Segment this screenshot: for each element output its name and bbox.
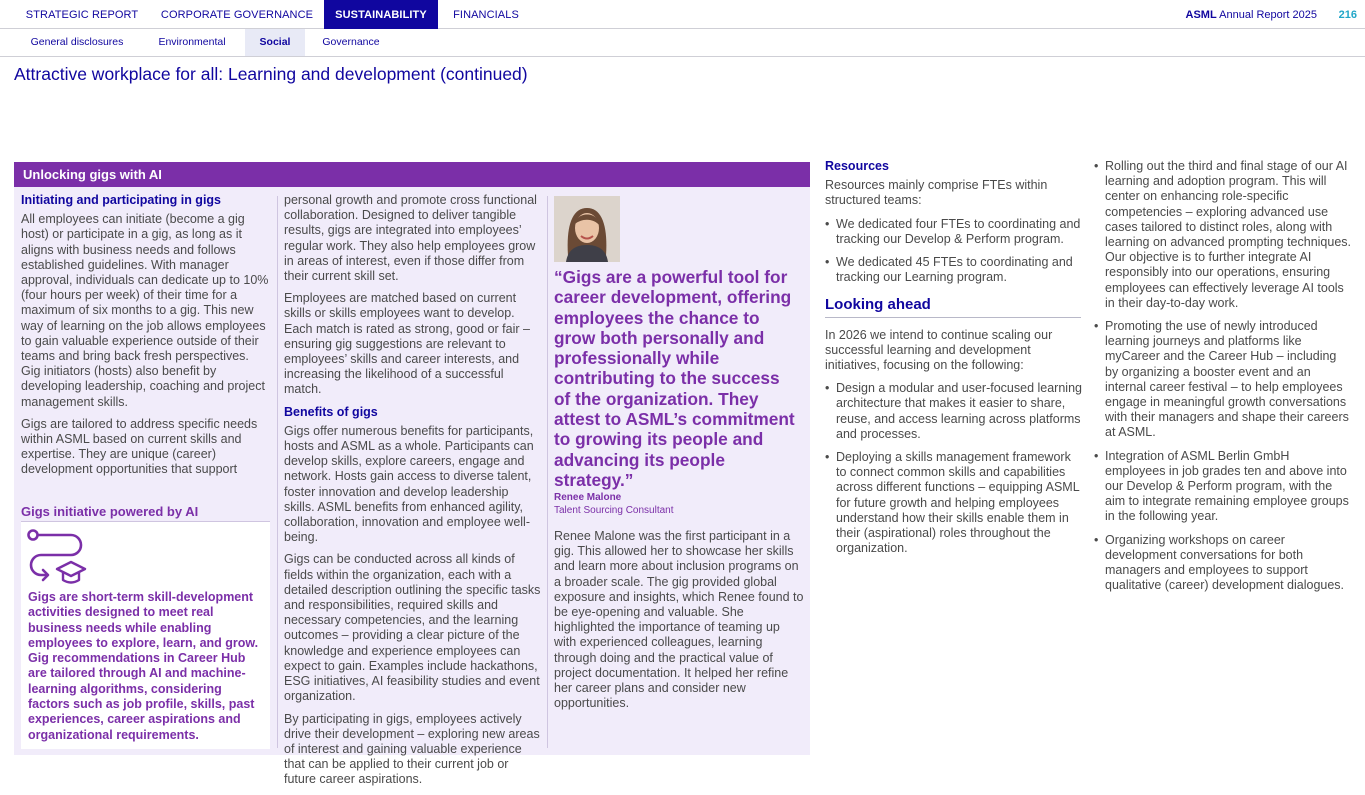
resources-list — [825, 217, 1083, 286]
heading-benefits-of-gigs: Benefits of gigs — [284, 404, 378, 419]
column-divider — [277, 196, 278, 748]
tab-financials[interactable]: FINANCIALS — [453, 9, 519, 21]
list-item-text: We dedicated four FTEs to coordinating and tracking our Develop & Perform program. — [836, 216, 1081, 246]
route-graduation-icon — [27, 529, 87, 587]
list-item — [825, 450, 1083, 556]
list-item — [1094, 533, 1352, 594]
paragraph: By participating in gigs, employees actively drive their development – exploring new areas of interest and gaining valuable experience that can be applied to their current job or future career aspirations. — [284, 711, 540, 787]
paragraph: In 2026 we intend to continue scaling our successful learning and development initiatives, focusing on the following: — [825, 327, 1053, 373]
heading-looking-ahead: Looking ahead — [825, 297, 1081, 317]
tab-sustainability[interactable]: SUSTAINABILITY — [324, 0, 438, 29]
box-column-3 — [554, 529, 804, 718]
avatar — [554, 196, 620, 262]
tab-corporate-governance[interactable]: CORPORATE GOVERNANCE — [160, 9, 314, 21]
list-item — [825, 255, 1083, 285]
sub-navigation — [0, 29, 1365, 57]
bullet-point: • — [1094, 532, 1099, 547]
list-item-text: Rolling out the third and final stage of our AI learning and adoption program. This will center on enhancing role-specific competencies – exploring advanced use cases tailored to distinct roles, along with learning on advanced prompting techniques. Our objective is to further integrate AI responsibly into our operations, ensuring employees can effectively leverage AI tools in their day-to-day work. — [1105, 159, 1352, 310]
bullet-point: • — [1094, 159, 1099, 173]
paragraph: Resources mainly comprise FTEs within structured teams: — [825, 178, 1048, 208]
list-item — [1094, 449, 1352, 525]
looking-ahead-list — [825, 381, 1083, 556]
brand-report-title: Annual Report 2025 — [1216, 9, 1317, 21]
list-item — [1094, 159, 1352, 311]
gig-card-text: Gigs are short-term skill-development activities designed to meet real business needs while enabling employees to explore, learn, and grow. Gig recommendations in Career Hub are tailored through AI and machine-learning algorithms, considering factors such as job profile, skills, past experiences, career aspirations and organizational requirements. — [28, 590, 259, 742]
feature-box-header: Unlocking gigs with AI — [14, 162, 810, 187]
bullet-point: • — [1094, 448, 1099, 463]
paragraph: Gigs can be conducted across all kinds of fields within the organization, each with a detailed description outlining the specific tasks and responsibilities, required skills and necessary competencies, and the learning outcomes – providing a clear picture of the knowledge and experience employees can expect to gain. Examples include hackathons, ESG initiatives, AI feasibility studies and event organization. — [284, 552, 541, 704]
subtab-environmental[interactable]: Environmental — [158, 36, 226, 48]
quote-author-name: Renee Malone — [554, 492, 622, 503]
top-navigation — [0, 0, 1365, 29]
looking-ahead-list-continued — [1094, 159, 1352, 593]
bullet-point: • — [825, 255, 830, 270]
list-item-text: Organizing workshops on career development conversations for both managers and employees to support qualitative (career) development dialogues. — [1105, 532, 1345, 593]
portrait-illustration — [554, 196, 620, 262]
page-number: 216 — [1338, 9, 1357, 21]
list-item-text: Integration of ASML Berlin GmbH employees in job grades ten and above into our Develop & Perform program, with the aim to integrate remaining employee groups in the following year. — [1105, 448, 1349, 524]
column-divider — [547, 196, 548, 748]
paragraph: Gigs are tailored to address specific needs within ASML based on current skills and expertise. They are unique (career) development opportunities that support — [21, 416, 258, 477]
paragraph: Employees are matched based on current skills or skills employees want to develop. Each match is rated as strong, good or fair – ensuring gig suggestions are relevant to employees’ skills and career interests, and increasing the likelihood of a successful match. — [284, 291, 530, 397]
subtab-social[interactable]: Social — [245, 29, 305, 56]
list-item-text: Design a modular and user-focused learning architecture that makes it easier to share, reuse, and access learning across platforms and processes. — [836, 381, 1082, 441]
bullet-point: • — [1094, 319, 1099, 334]
paragraph: Gigs offer numerous benefits for participants, hosts and ASML as a whole. Participants can develop skills, explore careers, engage and network. Hosts gain access to diverse talent, foster innovation and develop leadership skills. ASML benefits from enhanced agility, collaboration, innovation and employee well-being. — [284, 423, 534, 545]
box-column-2 — [284, 193, 542, 795]
list-item-text: Promoting the use of newly introduced learning journeys and platforms like myCareer and the Career Hub – including by organizing a booster event and an internal career festival – to help employees engage in meaningful growth conversations with their managers and shape their careers at ASML. — [1105, 319, 1349, 440]
brand-name: ASML — [1185, 9, 1217, 21]
bullet-point: • — [825, 381, 830, 396]
heading-resources: Resources — [825, 159, 889, 173]
paragraph: Renee Malone was the first participant in a gig. This allowed her to showcase her skills and learn more about inclusion programs on a broader scale. The gig provided global exposure and insights, which Renee found to be eye-opening and valuable. She highlighted the importance of teaming up with experienced colleagues, learning through doing and the practical value of project documentation. It helped her refine her career plans and consider new opportunities. — [554, 529, 804, 711]
list-item — [1094, 319, 1352, 441]
bullet-point: • — [825, 216, 830, 231]
report-brand — [1186, 9, 1317, 21]
resources-column — [825, 159, 1083, 564]
gig-card — [21, 521, 270, 749]
pull-quote: “Gigs are a powerful tool for career development, offering employees the chance to grow both personally and professionally while contributing to the success of the organization. They attest to ASML’s commitment to growing its people and advancing its people strategy.” — [554, 267, 795, 490]
heading-initiating-gigs: Initiating and participating in gigs — [21, 193, 221, 207]
list-item — [825, 381, 1083, 442]
paragraph: personal growth and promote cross functional collaboration. Designed to deliver tangible results, gigs are integrated into employees’ regular work. They also help employees grow in areas of interest, even if those differ from their current skill set. — [284, 193, 537, 284]
box-column-1 — [21, 193, 271, 485]
quote-author-role: Talent Sourcing Consultant — [554, 505, 674, 516]
gig-card-title: Gigs initiative powered by AI — [21, 504, 199, 519]
paragraph: All employees can initiate (become a gig host) or participate in a gig, as long as it aligns with business needs and follows established guidelines. With manager approval, individuals can dedicate up to 10% (four hours per week) of their time for a maximum of six months to a gig. This new way of learning on the job allows employees to gain valuable experience outside of their teams and bring back fresh perspectives. Gig initiators (hosts) also benefit by developing leadership, coaching and project management skills. — [21, 212, 269, 409]
subtab-governance[interactable]: Governance — [322, 36, 380, 48]
subtab-general-disclosures[interactable]: General disclosures — [30, 36, 124, 48]
bullet-point: • — [825, 450, 830, 465]
list-item-text: We dedicated 45 FTEs to coordinating and tracking our Learning program. — [836, 255, 1073, 285]
right-bullets-column — [1094, 159, 1352, 601]
page-title: Attractive workplace for all: Learning and development (continued) — [14, 64, 528, 84]
tab-strategic-report[interactable]: STRATEGIC REPORT — [25, 9, 139, 21]
list-item — [825, 217, 1083, 247]
list-item-text: Deploying a skills management framework to connect common skills and capabilities across different functions – equipping ASML for future growth and helping employees understand how their skills enable them in their (aspirational) roles throughout the organization. — [836, 450, 1080, 556]
